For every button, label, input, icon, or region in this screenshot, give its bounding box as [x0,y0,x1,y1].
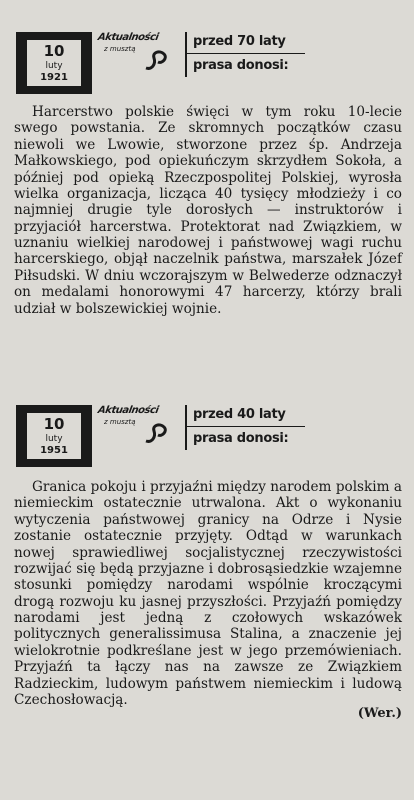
logo-title: Aktualności [97,32,160,43]
date-month: luty [45,61,63,71]
column-logo [98,32,178,84]
date-box [16,32,92,94]
date-day: 10 [43,415,65,433]
date-year: 1921 [40,72,68,83]
squiggle-icon [142,48,170,72]
author-signature: (Wer.) [357,706,402,722]
news-section-1951 [0,395,414,722]
date-year: 1951 [40,445,68,456]
squiggle-icon [142,421,170,445]
years-ago-tag: przed 40 laty [185,405,305,426]
news-section-1921 [0,22,414,317]
logo-subtitle: z musztą [104,418,136,426]
article-text [14,479,402,722]
date-month: luty [45,434,63,444]
article-paragraph: Harcerstwo polskie święci w tym roku 10-lecie swego powstania. Ze skromnych początków czasu niewoli we Lwowie, stworzone przez śp. Andrzeja Małkowskiego, pod opiekuńczym skrzydłem Sokoła, a później pod opieką Rzeczpospolitej Polskiej, wyrosła wielka organizacja, licząca 40 tysięcy młodzieży i co najmniej drugie tyle dorosłych — instruktorów i przyjaciół harcerstwa. Protektorat nad Związkiem, w uznaniu wielkiej narodowej i państwowej wagi ruchu harcerskiego, objął naczelnik państwa, marszałek Józef Piłsudski. W dniu wczorajszym w Belwederze odznaczył on medalami honorowymi 47 harcerzy, którzy brali udział w bolszewickiej wojnie. [14,104,402,317]
article-paragraph: Granica pokoju i przyjaźni między narodem polskim a niemieckim ostatecznie utrwalona. Akt o wykonaniu wytyczenia państwowej granicy na Odrze i Nysie zostanie ostatecznie przyjęty. Odtąd w warunkach nowej sprawiedliwej socjalistycznej rzeczywistości rozwijać się będą przyjazne i dobrosąsiedzkie wzajemne stosunki pomiędzy narodami wspólnie kroczącymi drogą rozwoju ku jasnej przyszłości. Przyjaźń pomiędzy narodami jest jedną z czołowych wskazówek politycznych generalissimusa Stalina, a znaczenie jej wielokrotnie podkreślane jest w jego przemówieniach. Przyjaźń ta łączy nas na zawsze ze Związkiem Radzieckim, ludowym państwem niemieckim i ludową Czechosłowacją. [14,479,402,708]
logo-subtitle: z musztą [104,45,136,53]
tag-column [185,405,305,450]
press-reports-tag: prasa donosi: [185,426,305,450]
years-ago-tag: przed 70 laty [185,32,305,53]
date-day: 10 [43,42,65,60]
section-header [0,22,414,100]
date-box [16,405,92,467]
press-reports-tag: prasa donosi: [185,53,305,77]
tag-column [185,32,305,77]
logo-title: Aktualności [97,405,160,416]
section-header [0,395,414,473]
article-text [14,104,402,317]
column-logo [98,405,178,457]
